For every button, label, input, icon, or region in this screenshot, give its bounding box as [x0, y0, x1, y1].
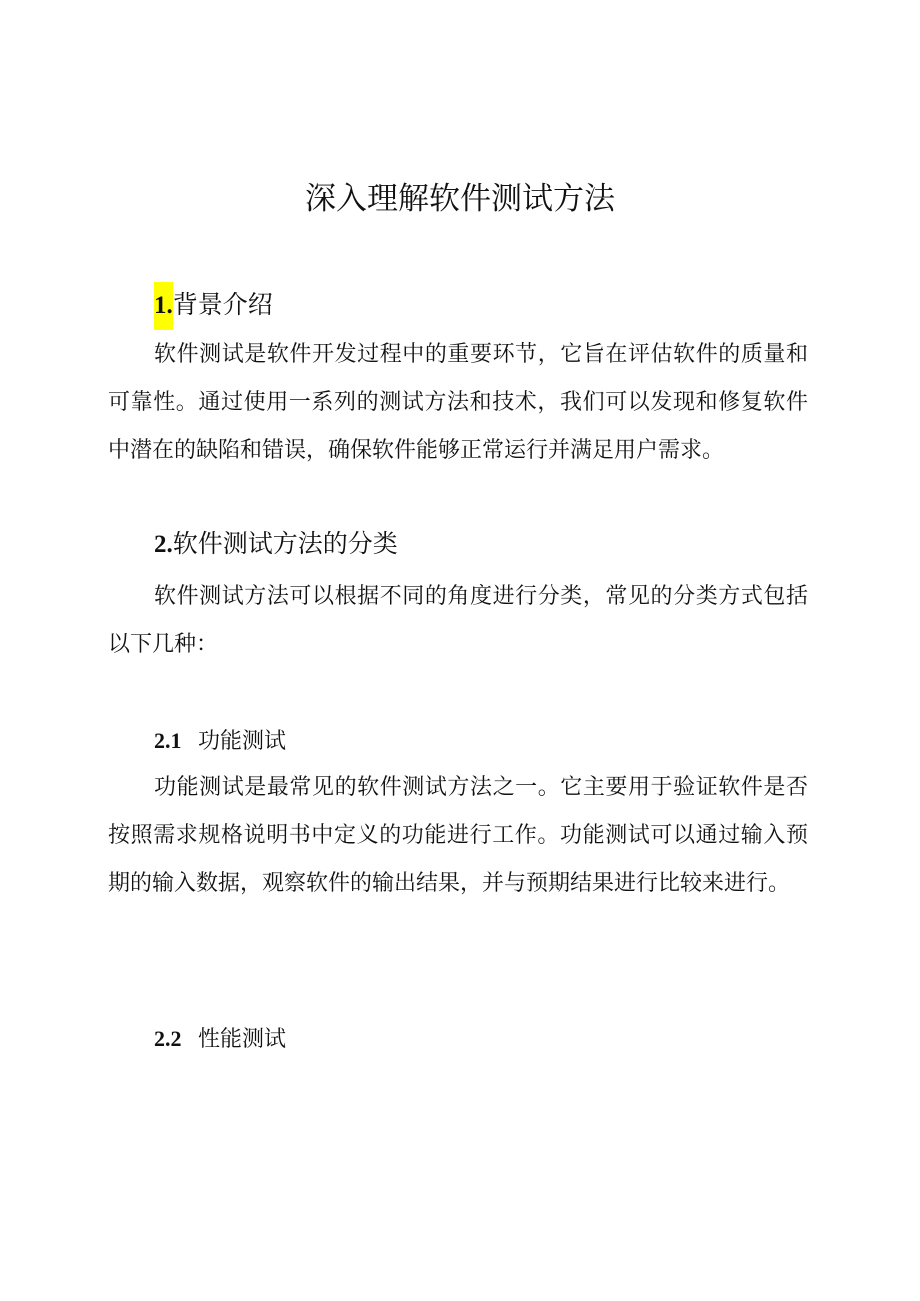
section-number-highlighted: 1.	[154, 282, 173, 330]
document-title: 深入理解软件测试方法	[305, 181, 615, 217]
section-title: 软件测试方法的分类	[172, 529, 398, 558]
section-number: 2.	[154, 531, 173, 558]
subsection-number: 2.1	[154, 728, 182, 753]
subsection-heading-performance	[154, 1022, 286, 1057]
section-title: 背景介绍	[172, 290, 273, 319]
subsection-heading-functional	[154, 724, 286, 759]
section-heading-background	[154, 282, 273, 330]
section-paragraph-classification: 软件测试方法可以根据不同的角度进行分类，常见的分类方式包括以下几种：	[108, 584, 808, 657]
subsection-number: 2.2	[154, 1026, 182, 1051]
subsection-title: 性能测试	[198, 1027, 287, 1052]
section-paragraph-background: 软件测试是软件开发过程中的重要环节，它旨在评估软件的质量和可靠性。通过使用一系列的测试方法和技术，我们可以发现和修复软件中潜在的缺陷和错误，确保软件能够正常运行并满足用户需求。	[108, 342, 808, 463]
subsection-paragraph-functional: 功能测试是最常见的软件测试方法之一。它主要用于验证软件是否按照需求规格说明书中定义的功能进行工作。功能测试可以通过输入预期的输入数据，观察软件的输出结果，并与预期结果进行比较来进行。	[108, 775, 808, 896]
section-heading-classification	[154, 524, 398, 565]
subsection-title: 功能测试	[198, 729, 287, 754]
